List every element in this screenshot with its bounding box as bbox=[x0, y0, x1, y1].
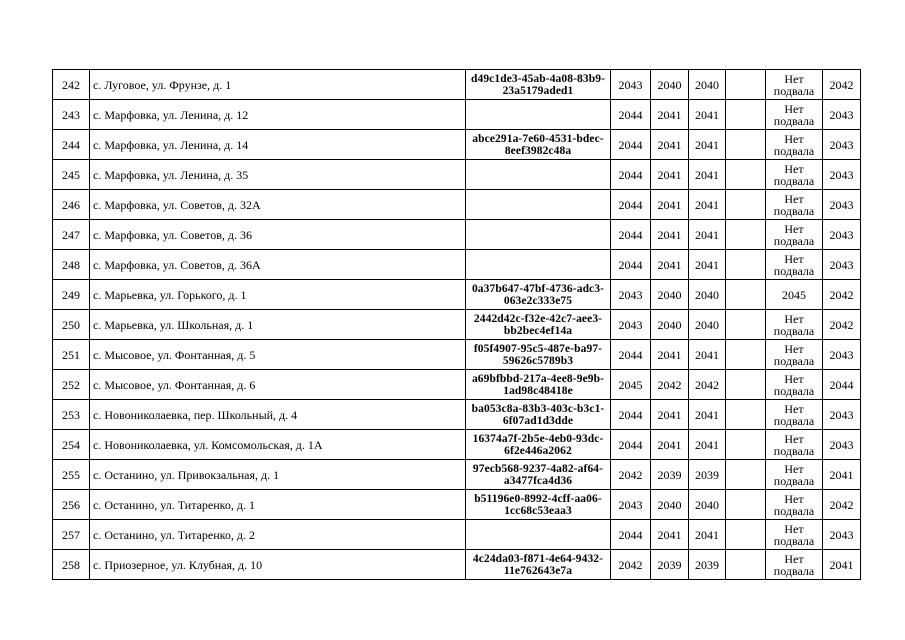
row-number: 245 bbox=[53, 160, 90, 190]
year-cell-5: 2043 bbox=[823, 130, 861, 160]
table-row bbox=[53, 220, 861, 250]
house-guid-cell bbox=[466, 220, 611, 250]
table-row bbox=[53, 130, 861, 160]
row-number: 255 bbox=[53, 460, 90, 490]
year-cell-4 bbox=[726, 400, 766, 430]
year-cell-2: 2039 bbox=[651, 550, 689, 580]
table-row bbox=[53, 340, 861, 370]
row-number: 248 bbox=[53, 250, 90, 280]
year-cell-3: 2039 bbox=[689, 550, 726, 580]
year-cell-4 bbox=[726, 340, 766, 370]
basement-cell: Нет подвала bbox=[766, 100, 823, 130]
year-cell-5: 2044 bbox=[823, 370, 861, 400]
row-number: 251 bbox=[53, 340, 90, 370]
house-guid-cell: abce291a-7e60-4531-bdec-8eef3982c48a bbox=[466, 130, 611, 160]
house-guid-cell: b51196e0-8992-4cff-aa06-1cc68c53eaa3 bbox=[466, 490, 611, 520]
table-row bbox=[53, 400, 861, 430]
house-guid-cell: ba053c8a-83b3-403c-b3c1-6f07ad1d3dde bbox=[466, 400, 611, 430]
year-cell-1: 2042 bbox=[611, 550, 651, 580]
row-number: 246 bbox=[53, 190, 90, 220]
row-number: 252 bbox=[53, 370, 90, 400]
year-cell-2: 2041 bbox=[651, 220, 689, 250]
year-cell-1: 2043 bbox=[611, 310, 651, 340]
house-guid-cell bbox=[466, 250, 611, 280]
year-cell-3: 2041 bbox=[689, 190, 726, 220]
basement-cell: 2045 bbox=[766, 280, 823, 310]
address-cell: с. Марфовка, ул. Советов, д. 36А bbox=[90, 250, 466, 280]
year-cell-3: 2041 bbox=[689, 340, 726, 370]
year-cell-2: 2041 bbox=[651, 520, 689, 550]
year-cell-3: 2039 bbox=[689, 460, 726, 490]
year-cell-5: 2043 bbox=[823, 190, 861, 220]
year-cell-2: 2041 bbox=[651, 190, 689, 220]
address-cell: с. Марфовка, ул. Советов, д. 36 bbox=[90, 220, 466, 250]
year-cell-1: 2044 bbox=[611, 190, 651, 220]
address-cell: с. Марфовка, ул. Ленина, д. 35 bbox=[90, 160, 466, 190]
address-cell: с. Марьевка, ул. Школьная, д. 1 bbox=[90, 310, 466, 340]
year-cell-5: 2042 bbox=[823, 280, 861, 310]
year-cell-4 bbox=[726, 100, 766, 130]
address-cell: с. Луговое, ул. Фрунзе, д. 1 bbox=[90, 70, 466, 100]
house-guid-cell: d49c1de3-45ab-4a08-83b9-23a5179aded1 bbox=[466, 70, 611, 100]
basement-cell: Нет подвала bbox=[766, 460, 823, 490]
row-number: 254 bbox=[53, 430, 90, 460]
year-cell-4 bbox=[726, 310, 766, 340]
year-cell-1: 2043 bbox=[611, 70, 651, 100]
address-cell: с. Мысовое, ул. Фонтанная, д. 5 bbox=[90, 340, 466, 370]
table-row bbox=[53, 190, 861, 220]
row-number: 257 bbox=[53, 520, 90, 550]
table-body bbox=[53, 70, 861, 580]
house-guid-cell: f05f4907-95c5-487e-ba97-59626c5789b3 bbox=[466, 340, 611, 370]
year-cell-5: 2043 bbox=[823, 400, 861, 430]
address-cell: с. Мысовое, ул. Фонтанная, д. 6 bbox=[90, 370, 466, 400]
year-cell-5: 2042 bbox=[823, 70, 861, 100]
row-number: 258 bbox=[53, 550, 90, 580]
address-cell: с. Новониколаевка, ул. Комсомольская, д. 1А bbox=[90, 430, 466, 460]
year-cell-5: 2043 bbox=[823, 520, 861, 550]
year-cell-2: 2040 bbox=[651, 310, 689, 340]
table-row bbox=[53, 100, 861, 130]
year-cell-1: 2044 bbox=[611, 400, 651, 430]
year-cell-1: 2044 bbox=[611, 160, 651, 190]
year-cell-1: 2045 bbox=[611, 370, 651, 400]
address-cell: с. Марьевка, ул. Горького, д. 1 bbox=[90, 280, 466, 310]
address-cell: с. Новониколаевка, пер. Школьный, д. 4 bbox=[90, 400, 466, 430]
year-cell-3: 2041 bbox=[689, 250, 726, 280]
table-row bbox=[53, 520, 861, 550]
year-cell-5: 2043 bbox=[823, 220, 861, 250]
year-cell-2: 2042 bbox=[651, 370, 689, 400]
basement-cell: Нет подвала bbox=[766, 190, 823, 220]
year-cell-2: 2041 bbox=[651, 100, 689, 130]
year-cell-3: 2041 bbox=[689, 130, 726, 160]
table-row bbox=[53, 250, 861, 280]
year-cell-2: 2041 bbox=[651, 430, 689, 460]
basement-cell: Нет подвала bbox=[766, 370, 823, 400]
year-cell-5: 2043 bbox=[823, 100, 861, 130]
year-cell-2: 2041 bbox=[651, 130, 689, 160]
year-cell-1: 2043 bbox=[611, 280, 651, 310]
year-cell-3: 2041 bbox=[689, 430, 726, 460]
year-cell-3: 2041 bbox=[689, 100, 726, 130]
year-cell-2: 2040 bbox=[651, 280, 689, 310]
row-number: 250 bbox=[53, 310, 90, 340]
year-cell-2: 2041 bbox=[651, 160, 689, 190]
address-cell: с. Останино, ул. Привокзальная, д. 1 bbox=[90, 460, 466, 490]
year-cell-3: 2041 bbox=[689, 160, 726, 190]
year-cell-1: 2043 bbox=[611, 490, 651, 520]
basement-cell: Нет подвала bbox=[766, 490, 823, 520]
house-guid-cell bbox=[466, 100, 611, 130]
year-cell-4 bbox=[726, 160, 766, 190]
row-number: 256 bbox=[53, 490, 90, 520]
house-guid-cell: a69bfbbd-217a-4ee8-9e9b-1ad98c48418e bbox=[466, 370, 611, 400]
year-cell-5: 2043 bbox=[823, 340, 861, 370]
basement-cell: Нет подвала bbox=[766, 430, 823, 460]
year-cell-1: 2044 bbox=[611, 520, 651, 550]
basement-cell: Нет подвала bbox=[766, 310, 823, 340]
table-row bbox=[53, 280, 861, 310]
housing-registry-table bbox=[52, 69, 861, 580]
year-cell-4 bbox=[726, 550, 766, 580]
basement-cell: Нет подвала bbox=[766, 160, 823, 190]
year-cell-3: 2040 bbox=[689, 490, 726, 520]
year-cell-5: 2043 bbox=[823, 160, 861, 190]
house-guid-cell: 97ecb568-9237-4a82-af64-a3477fca4d36 bbox=[466, 460, 611, 490]
year-cell-3: 2040 bbox=[689, 70, 726, 100]
year-cell-4 bbox=[726, 370, 766, 400]
year-cell-3: 2040 bbox=[689, 310, 726, 340]
row-number: 242 bbox=[53, 70, 90, 100]
year-cell-5: 2041 bbox=[823, 460, 861, 490]
basement-cell: Нет подвала bbox=[766, 400, 823, 430]
year-cell-1: 2044 bbox=[611, 340, 651, 370]
year-cell-3: 2041 bbox=[689, 400, 726, 430]
basement-cell: Нет подвала bbox=[766, 130, 823, 160]
year-cell-3: 2042 bbox=[689, 370, 726, 400]
house-guid-cell: 16374a7f-2b5e-4eb0-93dc-6f2e446a2062 bbox=[466, 430, 611, 460]
table-row bbox=[53, 70, 861, 100]
year-cell-2: 2039 bbox=[651, 460, 689, 490]
year-cell-1: 2044 bbox=[611, 430, 651, 460]
year-cell-4 bbox=[726, 460, 766, 490]
house-guid-cell bbox=[466, 520, 611, 550]
year-cell-4 bbox=[726, 520, 766, 550]
address-cell: с. Останино, ул. Титаренко, д. 1 bbox=[90, 490, 466, 520]
address-cell: с. Марфовка, ул. Ленина, д. 12 bbox=[90, 100, 466, 130]
year-cell-1: 2044 bbox=[611, 220, 651, 250]
house-guid-cell bbox=[466, 160, 611, 190]
address-cell: с. Останино, ул. Титаренко, д. 2 bbox=[90, 520, 466, 550]
year-cell-3: 2041 bbox=[689, 520, 726, 550]
year-cell-5: 2043 bbox=[823, 250, 861, 280]
table-row bbox=[53, 310, 861, 340]
basement-cell: Нет подвала bbox=[766, 220, 823, 250]
year-cell-1: 2042 bbox=[611, 460, 651, 490]
year-cell-2: 2040 bbox=[651, 70, 689, 100]
table-row bbox=[53, 370, 861, 400]
table-row bbox=[53, 490, 861, 520]
year-cell-4 bbox=[726, 430, 766, 460]
year-cell-3: 2041 bbox=[689, 220, 726, 250]
row-number: 247 bbox=[53, 220, 90, 250]
year-cell-5: 2042 bbox=[823, 490, 861, 520]
address-cell: с. Марфовка, ул. Ленина, д. 14 bbox=[90, 130, 466, 160]
year-cell-2: 2041 bbox=[651, 400, 689, 430]
row-number: 244 bbox=[53, 130, 90, 160]
house-guid-cell: 0a37b647-47bf-4736-adc3-063e2c333e75 bbox=[466, 280, 611, 310]
year-cell-2: 2040 bbox=[651, 490, 689, 520]
address-cell: с. Марфовка, ул. Советов, д. 32А bbox=[90, 190, 466, 220]
basement-cell: Нет подвала bbox=[766, 550, 823, 580]
table-row bbox=[53, 550, 861, 580]
address-cell: с. Приозерное, ул. Клубная, д. 10 bbox=[90, 550, 466, 580]
basement-cell: Нет подвала bbox=[766, 520, 823, 550]
house-guid-cell: 2442d42c-f32e-42c7-aee3-bb2bec4ef14a bbox=[466, 310, 611, 340]
basement-cell: Нет подвала bbox=[766, 250, 823, 280]
basement-cell: Нет подвала bbox=[766, 340, 823, 370]
year-cell-4 bbox=[726, 130, 766, 160]
row-number: 249 bbox=[53, 280, 90, 310]
basement-cell: Нет подвала bbox=[766, 70, 823, 100]
year-cell-1: 2044 bbox=[611, 130, 651, 160]
year-cell-4 bbox=[726, 490, 766, 520]
year-cell-4 bbox=[726, 70, 766, 100]
row-number: 243 bbox=[53, 100, 90, 130]
year-cell-4 bbox=[726, 220, 766, 250]
year-cell-3: 2040 bbox=[689, 280, 726, 310]
house-guid-cell bbox=[466, 190, 611, 220]
year-cell-5: 2041 bbox=[823, 550, 861, 580]
table-row bbox=[53, 460, 861, 490]
year-cell-2: 2041 bbox=[651, 340, 689, 370]
table-row bbox=[53, 160, 861, 190]
year-cell-1: 2044 bbox=[611, 100, 651, 130]
row-number: 253 bbox=[53, 400, 90, 430]
year-cell-2: 2041 bbox=[651, 250, 689, 280]
year-cell-1: 2044 bbox=[611, 250, 651, 280]
year-cell-4 bbox=[726, 280, 766, 310]
year-cell-4 bbox=[726, 250, 766, 280]
table-row bbox=[53, 430, 861, 460]
year-cell-5: 2042 bbox=[823, 310, 861, 340]
house-guid-cell: 4c24da03-f871-4e64-9432-11e762643e7a bbox=[466, 550, 611, 580]
year-cell-4 bbox=[726, 190, 766, 220]
year-cell-5: 2043 bbox=[823, 430, 861, 460]
